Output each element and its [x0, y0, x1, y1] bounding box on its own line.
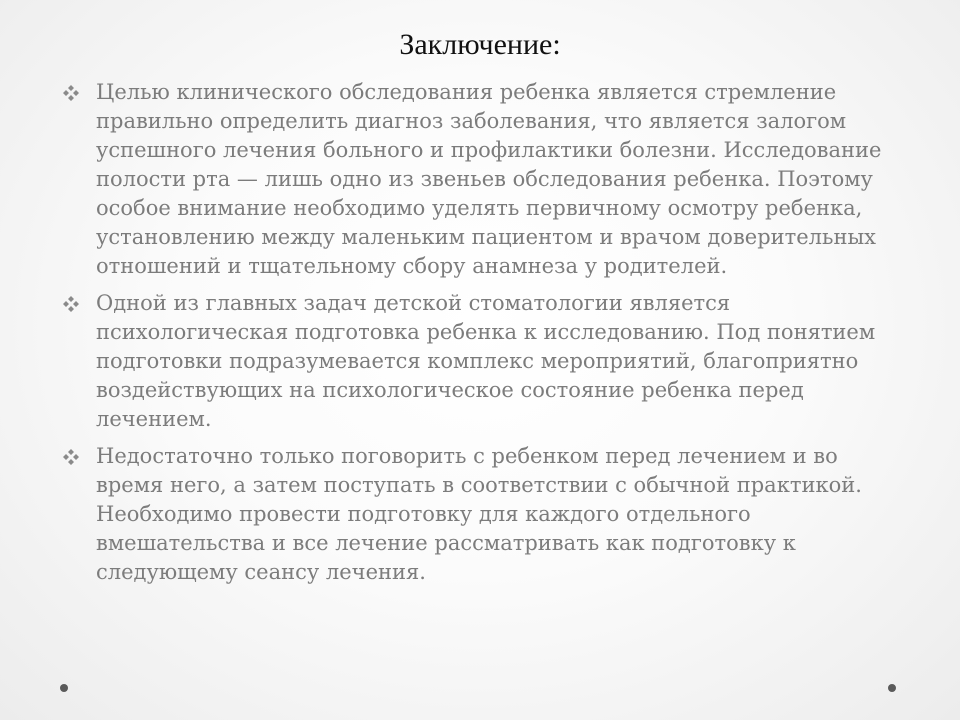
bullet-text: Одной из главных задач детской стоматологии является психологическая подготовка ребенка к исследованию. Под понятием подготовки подразумевается комплекс мероприятий, благоприятно воздействующих на психологическое состояние ребенка перед лечением. [96, 291, 876, 431]
four-diamond-bullet-icon [62, 295, 80, 313]
bullet-item [62, 78, 902, 281]
bullet-text: Целью клинического обследования ребенка является стремление правильно определить диагноз заболевания, что является залогом успешного лечения больного и профилактики болезни. Исследование полости рта — лишь одно из звеньев обследования ребенка. Поэтому особое внимание необходимо уделять первичному осмотру ребенка, установлению между маленьким пациентом и врачом доверительных отношений и тщательному сбору анамнеза у родителей. [96, 80, 882, 278]
slide-title: Заключение: [399, 28, 561, 61]
bullet-list [62, 78, 902, 595]
bullet-item [62, 442, 902, 587]
bullet-item [62, 289, 902, 434]
four-diamond-bullet-icon [62, 448, 80, 466]
bullet-text: Недостаточно только поговорить с ребенком перед лечением и во время него, а затем поступать в соответствии с обычной практикой. Необходимо провести подготовку для каждого отдельного вмешательства и все лечение рассматривать как подготовку к следующему сеансу лечения. [96, 444, 862, 584]
corner-dot-left [60, 684, 68, 692]
four-diamond-bullet-icon [62, 84, 80, 102]
corner-dot-right [888, 684, 896, 692]
